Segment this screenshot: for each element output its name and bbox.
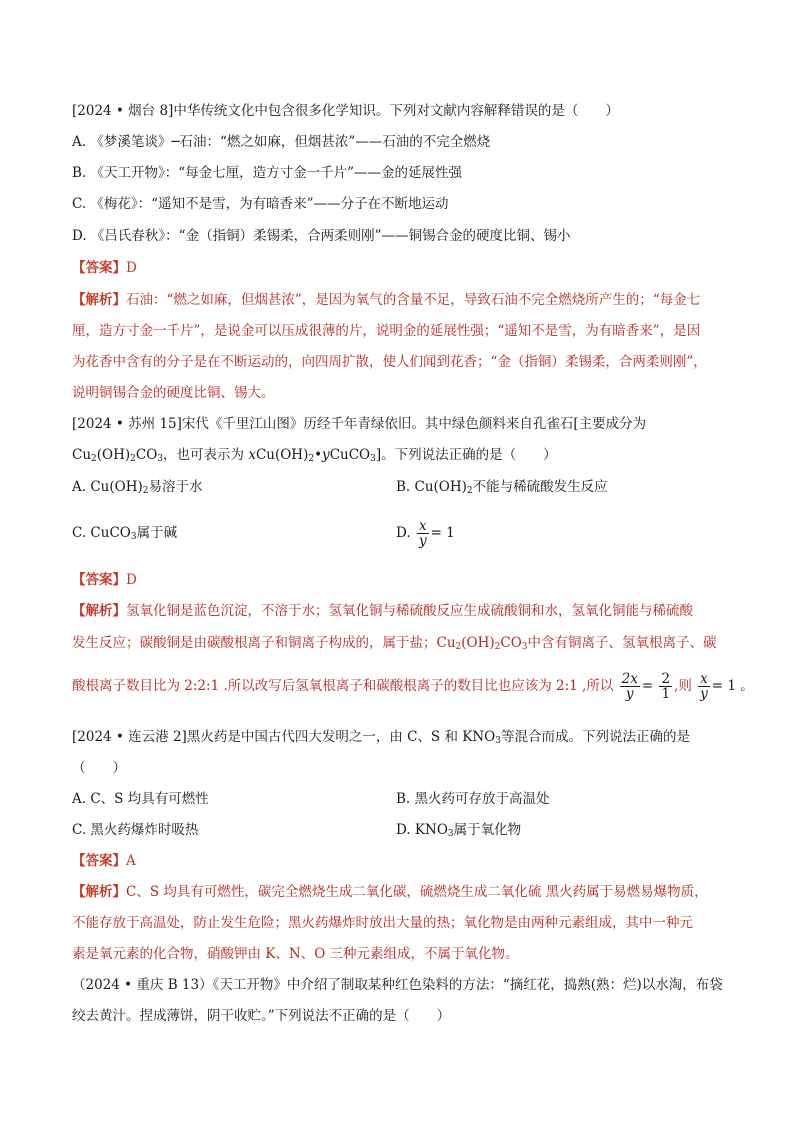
q2-analysis-1: 【解析】氢氧化铜是蓝色沉淀，不溶于水；氢氧化铜与稀硫酸反应生成硫酸铜和水，氢氧化铜能与稀硫酸: [72, 603, 693, 619]
q1-option-a: A. 《梦溪笔谈》─石油：“燃之如麻，但烟甚浓”——石油的不完全燃烧: [72, 134, 491, 150]
q1-analysis-4: 说明铜锡合金的硬度比铜、锡大。: [72, 385, 275, 401]
analysis-tag: 【解析】: [72, 884, 126, 900]
q1-analysis-1: [72, 290, 734, 310]
q4-stem-2: 绞去黄汁。捏成薄饼，阴干收贮。”下列说法不正确的是（ ）: [72, 1008, 451, 1024]
q2-answer: [72, 570, 734, 590]
analysis-tag: 【解析】: [72, 292, 126, 308]
q3-analysis-1: 【解析】C、S 均具有可燃性，碳完全燃烧生成二氧化碳，硫燃烧生成二氧化硫 黑火药属于易燃易爆物质，: [72, 884, 708, 900]
q3-option-d: D. $KNO_3$属于氧化物: [396, 822, 522, 839]
q1-analysis-2: 厘，造方寸金一千片”，是说金可以压成很薄的片，说明金的延展性强；“遥知不是雪，为有暗香来”，是因: [72, 323, 701, 339]
answer-tag: 【答案】: [72, 260, 126, 276]
q3-analysis-3: 素是氧元素的化合物，硝酸钾由 K、N、O 三种元素组成，不属于氧化物。: [72, 946, 519, 962]
q1-analysis-3: 为花香中含有的分子是在不断运动的，向四周扩散，使人们闻到花香；“金（指铜）柔锡柔，合两柔则刚”，: [72, 354, 707, 370]
q1-option-d: D. 《吕氏春秋》：“金（指铜）柔锡柔，合两柔则刚”——铜锡合金的硬度比铜、锡小: [72, 228, 571, 244]
q3-stem-1: [2024 • 连云港 2]黑火药是中国古代四大发明之一，由 C、S 和 $KNO_3$等混合而成。下列说法正确的是: [72, 729, 690, 746]
analysis-tag: 【解析】: [72, 603, 126, 619]
q3-analysis-2: 不能存放于高温处，防止发生危险；黑火药爆炸时放出大量的热；氧化物是由两种元素组成，其中一种元: [72, 915, 693, 931]
q2-stem-1: [2024 • 苏州 15]宋代《千里江山图》历经千年青绿依旧。其中绿色颜料来自孔雀石[主要成分为: [72, 416, 647, 432]
q1-answer: [72, 258, 734, 278]
q4-stem-1: （2024 • 重庆 B 13）《天工开物》中介绍了制取某种红色染料的方法：“摘红花，捣熟(熟：烂)以水淘，布袋: [72, 977, 723, 993]
q1-option-b: B. 《天工开物》：“每金七厘，造方寸金一千片”——金的延展性强: [72, 165, 463, 181]
analysis-text: 石油：“燃之如麻，但烟甚浓”，是因为氧气的含量不足，导致石油不完全燃烧所产生的；“每金七: [126, 292, 701, 308]
q1-option-c: C. 《梅花》：“遥知不是雪，为有暗香来”——分子在不断地运动: [72, 196, 449, 212]
q3-stem-2: （ ）: [72, 760, 126, 776]
q2-stem-2: $Cu_2(OH)_2CO_3$，也可表示为 $xCu(OH)_2•yCuCO_3$]。下列说法正确的是（ ）: [72, 447, 557, 464]
fraction-2x-over-y: $\frac{2x}{y}$: [621, 671, 638, 702]
answer-value: A: [126, 853, 136, 869]
q3-option-b: B. 黑火药可存放于高温处: [396, 791, 550, 807]
answer-tag: 【答案】: [72, 853, 126, 869]
q2-option-b: B. $Cu(OH)_2$不能与稀硫酸发生反应: [396, 479, 608, 496]
answer-value: D: [126, 572, 137, 588]
q2-option-c: C. CuCO$_3$属于碱: [72, 525, 178, 542]
q1-stem: [2024 • 烟台 8]中华传统文化中包含很多化学知识。下列对文献内容解释错误的是（ ）: [72, 103, 619, 119]
fraction-x-over-y-2: $\frac{x}{y}$: [700, 671, 708, 702]
q3-answer: [72, 851, 734, 871]
q3-option-a: A. C、S 均具有可燃性: [72, 791, 209, 807]
q2-option-a: A. $Cu(OH)_2$易溶于水: [72, 479, 203, 496]
q2-analysis-3: 酸根离子数目比为 2:2:1 .所以改写后氢氧根离子和碳酸根离子的数目比也应该为 2:1 ,所以 $\frac{2x}{y}$ = $\frac{2}{1}$ ,则 $\frac{x}{y}$ = 1 。: [72, 671, 754, 702]
q2-option-d: D. $\frac{x}{y}$ = 1: [396, 518, 455, 549]
fraction-x-over-y: $\frac{x}{y}$: [418, 518, 427, 549]
answer-value: D: [126, 260, 137, 276]
q2-analysis-2: 发生反应；碳酸铜是由碳酸根离子和铜离子构成的，属于盐；$Cu_2(OH)_2CO_3$中含有铜离子、氢氧根离子、碳: [72, 635, 717, 652]
answer-tag: 【答案】: [72, 572, 126, 588]
fraction-2-over-1: $\frac{2}{1}$: [661, 671, 671, 702]
q3-option-c: C. 黑火药爆炸时吸热: [72, 822, 199, 838]
